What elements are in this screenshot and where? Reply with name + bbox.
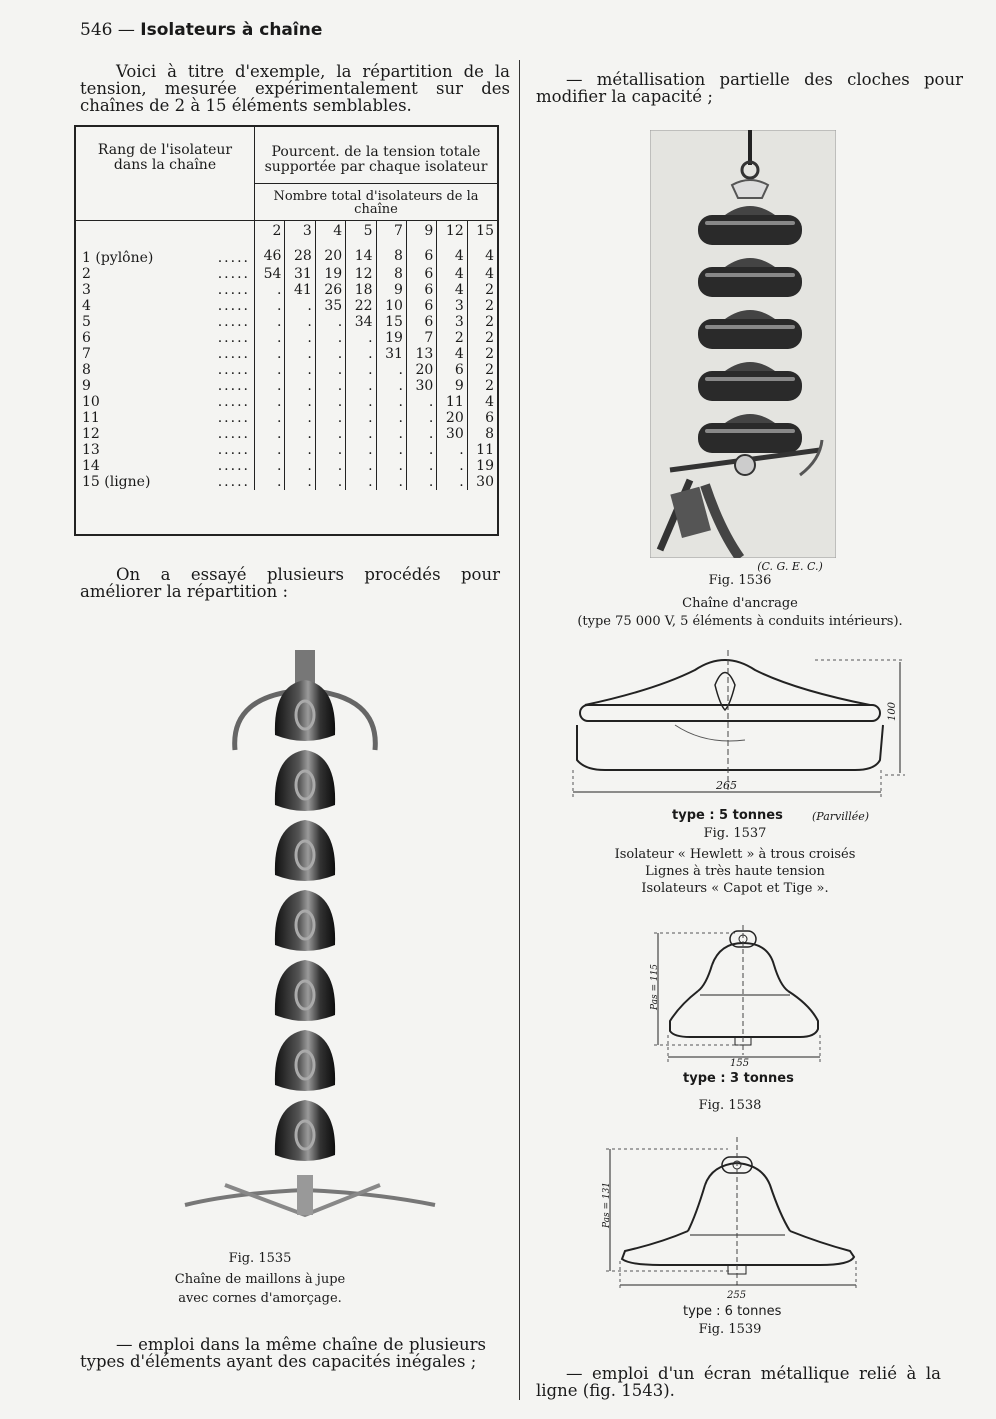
table-cell: 8 [485, 425, 494, 442]
table-cell: . [406, 394, 436, 410]
table-cell: 2 [485, 313, 494, 330]
table-cell: . [255, 378, 285, 394]
table-cell: . [376, 362, 406, 378]
table-cell: . [346, 346, 376, 362]
table-cell: . [346, 378, 376, 394]
table-cell: 54 [255, 266, 285, 282]
table-cell: . [255, 394, 285, 410]
fig1537-hewlett-drawing [565, 650, 915, 810]
table-row-rank [76, 330, 255, 346]
table-cell: 30 [406, 378, 436, 394]
table-cell: . [346, 458, 376, 474]
table-cell: . [346, 426, 376, 442]
table-cell: 31 [285, 266, 315, 282]
fig1538-cap-pin-drawing [650, 925, 835, 1070]
table-row [76, 330, 497, 346]
table-cell: . [285, 394, 315, 410]
table-cell: 20 [315, 246, 345, 266]
rank-leader-dots: ..... [217, 297, 250, 314]
table-cell: . [315, 426, 345, 442]
table-cell: . [437, 458, 467, 474]
table-cell: 2 [485, 329, 494, 346]
table-cell: 2 [485, 281, 494, 298]
table-cell: 15 [376, 314, 406, 330]
table-row-rank [76, 394, 255, 410]
table-cell: 19 [376, 330, 406, 346]
fig1535-caption-line2: avec cornes d'amorçage. [178, 1291, 342, 1306]
table-cell: . [346, 394, 376, 410]
table-cell: . [315, 394, 345, 410]
table-cell: . [285, 298, 315, 314]
table-row [76, 474, 497, 490]
table-cell: 22 [346, 298, 376, 314]
table-subheader-count: Nombre total d'isolateurs de la chaîne [255, 184, 498, 221]
voltage-table-frame [74, 125, 499, 536]
rank-leader-dots: ..... [217, 345, 250, 362]
fig1535-caption-line1: Chaîne de maillons à jupe [174, 1272, 346, 1287]
table-cell: 2 [485, 345, 494, 362]
table-row [76, 346, 497, 362]
rank-leader-dots: ..... [217, 457, 250, 474]
table-row [76, 378, 497, 394]
table-cell: 12 [346, 266, 376, 282]
table-cell: . [406, 474, 436, 490]
disc-highlight [705, 221, 795, 225]
table-cell: . [315, 330, 345, 346]
table-cell: . [285, 330, 315, 346]
table-cell: 4 [485, 393, 494, 410]
table-cell: 11 [476, 441, 494, 458]
table-cell: . [255, 442, 285, 458]
table-cell: . [285, 426, 315, 442]
fig1537-caption-line2: Lignes à très haute tension [645, 864, 825, 879]
table-cell: 14 [346, 246, 376, 266]
para-metallisation: — métallisation partielle des cloches pour modifier la capacité ; [536, 70, 963, 106]
table-cell: . [346, 474, 376, 490]
disc-highlight [705, 325, 795, 329]
table-cell: 4 [437, 282, 467, 298]
table-cell: . [315, 346, 345, 362]
table-header-percent: Pourcent. de la tension totale supportée par chaque isolateur [255, 127, 498, 184]
table-cell: 35 [315, 298, 345, 314]
table-cell: . [346, 410, 376, 426]
table-cell: . [376, 474, 406, 490]
table-cell: . [315, 458, 345, 474]
rank-label: 5 [82, 313, 91, 330]
disc-element [698, 371, 802, 401]
fig1537-type: type : 5 tonnes [672, 808, 783, 823]
fig1536-label: Fig. 1536 [708, 573, 772, 588]
rank-leader-dots: ..... [217, 441, 250, 458]
table-cell: 8 [376, 246, 406, 266]
rank-leader-dots: ..... [217, 409, 250, 426]
table-cell: 9 [376, 282, 406, 298]
rank-leader-dots: ..... [217, 265, 250, 282]
table-cell: 4 [437, 246, 467, 266]
disc-element [698, 423, 802, 453]
table-cell: . [437, 442, 467, 458]
rank-leader-dots: ..... [217, 249, 250, 266]
rank-label: 1 (pylône) [82, 249, 154, 266]
page-number: 546 [80, 20, 113, 40]
fig1538-dim-pitch: Pas = 115 [650, 963, 661, 1011]
table-count-header: 9 [406, 221, 436, 247]
table-cell: 2 [437, 330, 467, 346]
disc-highlight [705, 273, 795, 277]
bell-element [275, 750, 335, 811]
table-cell: 26 [315, 282, 345, 298]
table-cell: 3 [437, 298, 467, 314]
bell-element [275, 1030, 335, 1091]
fig1535-link-chain-image [175, 645, 445, 1245]
column-divider [519, 60, 520, 1400]
table-cell: . [285, 362, 315, 378]
table-body [76, 246, 497, 490]
rank-label: 15 (ligne) [82, 473, 151, 490]
rank-label: 12 [82, 425, 100, 442]
table-row-rank [76, 378, 255, 394]
table-cell: . [376, 442, 406, 458]
rank-label: 9 [82, 377, 91, 394]
table-cell: 2 [485, 377, 494, 394]
table-cell: 46 [255, 246, 285, 266]
bell-element [275, 680, 335, 741]
table-cell: . [285, 346, 315, 362]
table-cell: . [376, 426, 406, 442]
table-count-header: 4 [315, 221, 345, 247]
table-cell: . [376, 458, 406, 474]
table-cell: . [437, 474, 467, 490]
table-row-rank [76, 346, 255, 362]
table-cell: . [315, 314, 345, 330]
table-count-header: 2 [255, 221, 285, 247]
table-cell: 30 [476, 473, 494, 490]
table-row [76, 442, 497, 458]
table-cell: . [285, 314, 315, 330]
fig1538-label: Fig. 1538 [698, 1098, 762, 1113]
table-cell: 4 [485, 247, 494, 264]
table-row-rank [76, 314, 255, 330]
table-row-rank [76, 458, 255, 474]
table-cell: . [255, 314, 285, 330]
table-cell: 6 [406, 246, 436, 266]
fig1537-caption-line3: Isolateurs « Capot et Tige ». [641, 881, 829, 896]
fig1537-dim-width: 265 [716, 779, 737, 792]
fig1539-dim-width: 255 [727, 1290, 747, 1301]
table-cell: 19 [315, 266, 345, 282]
disc-highlight [705, 377, 795, 381]
bell-element [275, 820, 335, 881]
rank-label: 8 [82, 361, 91, 378]
table-header-rank: Rang de l'isolateur dans la chaîne [76, 127, 255, 221]
table-row-rank [76, 298, 255, 314]
table-cell: 34 [346, 314, 376, 330]
table-cell: . [255, 298, 285, 314]
table-cell: . [255, 362, 285, 378]
table-cell: . [315, 362, 345, 378]
fig1536-credit: (C. G. E. C.) [757, 560, 823, 573]
table-cell: 4 [485, 265, 494, 282]
fig1539-cap-pin-drawing [600, 1135, 865, 1300]
fig1536-caption-line2: (type 75 000 V, 5 éléments à conduits intérieurs). [577, 614, 903, 629]
table-cell: . [285, 442, 315, 458]
table-cell: 2 [485, 361, 494, 378]
rank-label: 13 [82, 441, 100, 458]
table-cell: 6 [437, 362, 467, 378]
table-count-header: 7 [376, 221, 406, 247]
table-count-header: 12 [437, 221, 467, 247]
table-row [76, 314, 497, 330]
table-cell: . [285, 410, 315, 426]
table-row-rank [76, 426, 255, 442]
table-cell: 4 [437, 266, 467, 282]
intro-paragraph: Voici à titre d'exemple, la répartition de la tension, mesurée expérimentalement sur des chaînes de 2 à 15 éléments semblables. [80, 62, 510, 115]
table-cell: 7 [406, 330, 436, 346]
table-cell: . [255, 282, 285, 298]
fig1539-label: Fig. 1539 [698, 1322, 762, 1337]
table-cell: . [315, 474, 345, 490]
table-cell: 19 [476, 457, 494, 474]
table-cell: . [376, 410, 406, 426]
table-cell: . [346, 362, 376, 378]
table-row-rank [76, 266, 255, 282]
fig1537-dim-height: 100 [887, 701, 899, 722]
disc-element [698, 267, 802, 297]
table-cell: . [406, 410, 436, 426]
table-row [76, 246, 497, 266]
table-row-rank [76, 410, 255, 426]
disc-element [698, 319, 802, 349]
table-cell: 3 [437, 314, 467, 330]
table-cell: . [315, 378, 345, 394]
table-cell: 6 [406, 314, 436, 330]
para-improvements: On a essayé plusieurs procédés pour améliorer la répartition : [80, 565, 500, 601]
table-cell: . [285, 378, 315, 394]
rank-leader-dots: ..... [217, 473, 250, 490]
table-cell: . [255, 458, 285, 474]
rank-label: 10 [82, 393, 100, 410]
para-mixed-capacities: — emploi dans la même chaîne de plusieurs types d'éléments ayant des capacités inégales ; [80, 1335, 486, 1371]
table-row-rank [76, 362, 255, 378]
table-cell: . [315, 410, 345, 426]
rank-label: 2 [82, 265, 91, 282]
table-count-header: 15 [476, 223, 494, 239]
table-cell: 6 [406, 298, 436, 314]
table-cell: 31 [376, 346, 406, 362]
table-cell: . [376, 394, 406, 410]
table-cell: 13 [406, 346, 436, 362]
fig1537-label: Fig. 1537 [703, 826, 767, 841]
table-row [76, 362, 497, 378]
rank-leader-dots: ..... [217, 393, 250, 410]
table-row [76, 394, 497, 410]
table-row-rank [76, 246, 255, 266]
disc-highlight [705, 429, 795, 433]
table-cell: . [406, 458, 436, 474]
table-count-row [76, 221, 497, 247]
rank-label: 6 [82, 329, 91, 346]
voltage-distribution-table [76, 127, 497, 490]
bell-element [275, 960, 335, 1021]
table-cell: 6 [406, 266, 436, 282]
fig1539-type: type : 6 tonnes [683, 1304, 782, 1319]
table-row [76, 458, 497, 474]
table-row-rank [76, 282, 255, 298]
table-cell: . [346, 330, 376, 346]
rank-leader-dots: ..... [217, 281, 250, 298]
fig1536-anchor-chain-photo [650, 130, 836, 558]
disc-element [698, 215, 802, 245]
table-cell: 20 [406, 362, 436, 378]
table-row-rank [76, 442, 255, 458]
rank-label: 11 [82, 409, 100, 426]
table-row [76, 282, 497, 298]
table-row-rank [76, 474, 255, 490]
para-metal-screen: — emploi d'un écran métallique relié à la ligne (fig. 1543). [536, 1364, 941, 1400]
table-cell: . [376, 378, 406, 394]
table-cell: . [315, 442, 345, 458]
fig1536-caption-line1: Chaîne d'ancrage [682, 596, 798, 611]
table-count-spacer [76, 221, 255, 247]
table-count-header: 3 [285, 221, 315, 247]
table-row [76, 410, 497, 426]
page-header [80, 20, 322, 40]
table-cell: 28 [285, 246, 315, 266]
fig1538-dim-width: 155 [730, 1058, 750, 1069]
bell-element [275, 890, 335, 951]
rank-label: 4 [82, 297, 91, 314]
table-cell: . [255, 426, 285, 442]
table-count-header: 5 [346, 221, 376, 247]
table-cell: . [346, 442, 376, 458]
table-cell: 18 [346, 282, 376, 298]
table-cell: . [406, 442, 436, 458]
rank-leader-dots: ..... [217, 329, 250, 346]
rank-leader-dots: ..... [217, 377, 250, 394]
fig1538-type: type : 3 tonnes [683, 1071, 794, 1086]
rank-label: 7 [82, 345, 91, 362]
table-cell: 41 [285, 282, 315, 298]
fig1539-dim-pitch: Pas = 131 [602, 1181, 613, 1229]
rank-leader-dots: ..... [217, 361, 250, 378]
table-cell: . [285, 474, 315, 490]
table-row [76, 298, 497, 314]
fig1537-caption-line1: Isolateur « Hewlett » à trous croisés [614, 847, 856, 862]
bell-element [275, 1100, 335, 1161]
fig1537-credit: (Parvillée) [812, 810, 870, 823]
table-cell: 8 [376, 266, 406, 282]
table-cell: . [255, 474, 285, 490]
page-title: Isolateurs à chaîne [140, 20, 323, 40]
header-dash: — [117, 20, 135, 40]
table-cell: 6 [406, 282, 436, 298]
table-cell: . [255, 410, 285, 426]
fig1535-label: Fig. 1535 [228, 1251, 292, 1266]
rank-leader-dots: ..... [217, 313, 250, 330]
table-cell: 4 [437, 346, 467, 362]
table-cell: . [406, 426, 436, 442]
rank-label: 3 [82, 281, 91, 298]
table-cell: . [255, 346, 285, 362]
table-cell: 30 [437, 426, 467, 442]
rank-leader-dots: ..... [217, 425, 250, 442]
table-cell: 20 [437, 410, 467, 426]
table-cell: . [285, 458, 315, 474]
table-cell: 6 [485, 409, 494, 426]
table-cell: 2 [485, 297, 494, 314]
table-cell: 10 [376, 298, 406, 314]
table-row [76, 266, 497, 282]
rank-label: 14 [82, 457, 100, 474]
table-cell: . [255, 330, 285, 346]
table-row [76, 426, 497, 442]
table-cell: 11 [437, 394, 467, 410]
table-cell: 9 [437, 378, 467, 394]
